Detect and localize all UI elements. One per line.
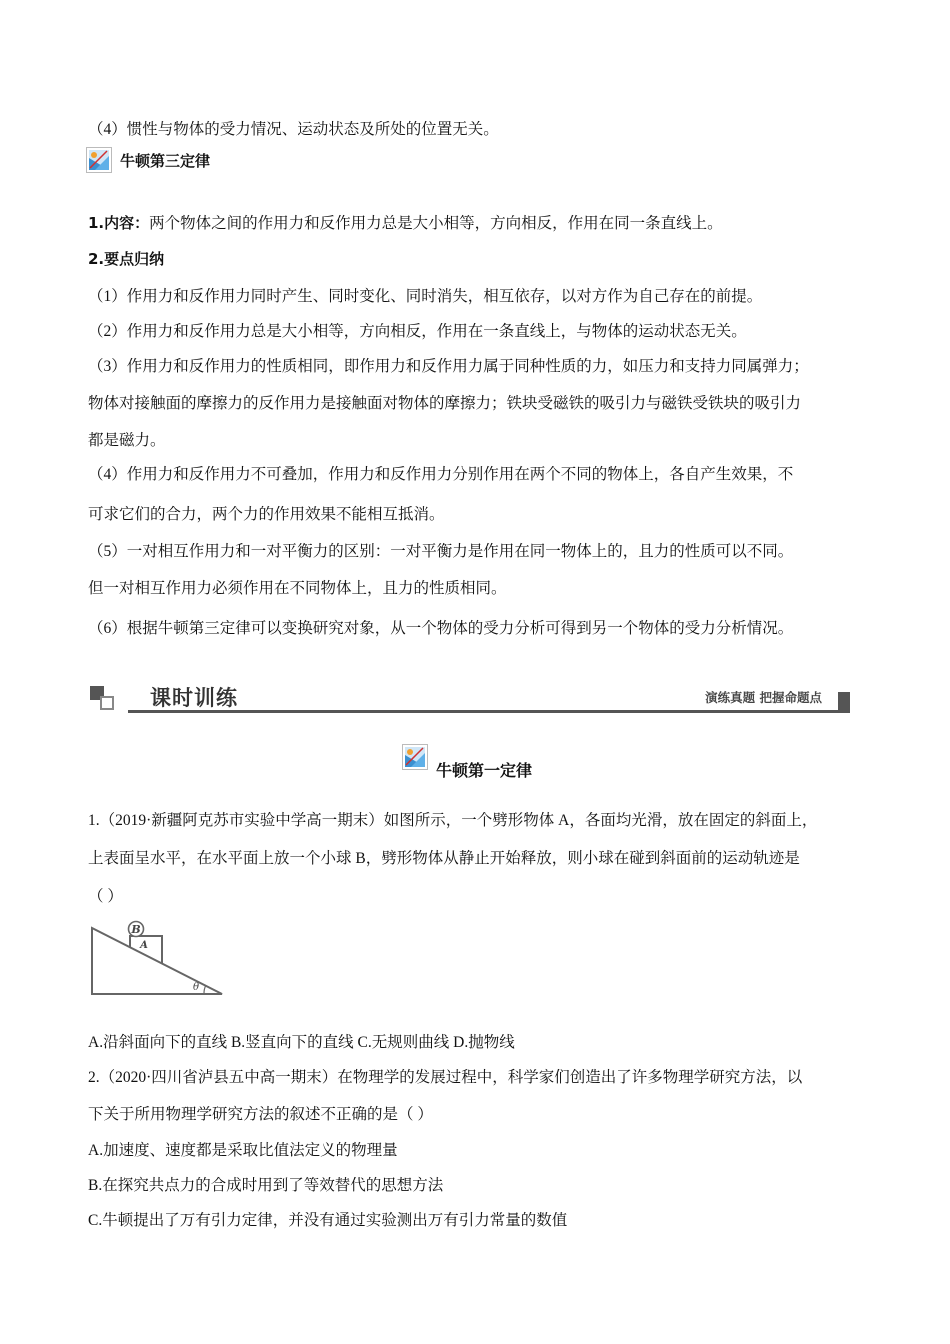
heading-newton-third-law bbox=[86, 147, 210, 173]
q1-options: A.沿斜面向下的直线 B.竖直向下的直线 C.无规则曲线 D.抛物线 bbox=[88, 1034, 515, 1051]
banner-rule bbox=[128, 710, 850, 713]
banner-end-block bbox=[838, 692, 850, 712]
q1-line-1: 1.（2019·新疆阿克苏市实验中学高一期末）如图所示，一个劈形物体 A，各面均光滑，放在固定的斜面上， bbox=[88, 812, 818, 829]
q2-option-c: C.牛顿提出了万有引力定律，并没有通过实验测出万有引力常量的数值 bbox=[88, 1212, 568, 1229]
picture-icon bbox=[86, 147, 112, 173]
q2-option-b: B.在探究共点力的合成时用到了等效替代的思想方法 bbox=[88, 1177, 444, 1194]
q2-line-2: 下关于所用物理学研究方法的叙述不正确的是（ ） bbox=[88, 1106, 433, 1123]
content-line bbox=[88, 211, 723, 233]
point-6: （6）根据牛顿第三定律可以变换研究对象，从一个物体的受力分析可得到另一个物体的受力分析情况。 bbox=[88, 620, 794, 637]
banner-title: 课时训练 bbox=[150, 686, 238, 710]
banner-subtitle: 演练真题 把握命题点 bbox=[705, 690, 822, 705]
point-3-line-c: 都是磁力。 bbox=[88, 432, 166, 449]
inertia-point-4: （4）惯性与物体的受力情况、运动状态及所处的位置无关。 bbox=[88, 121, 499, 138]
q1-incline-figure bbox=[88, 918, 228, 998]
point-1: （1）作用力和反作用力同时产生、同时变化、同时消失，相互依存，以对方作为自己存在的前提。 bbox=[88, 288, 763, 305]
fig-label-a: A bbox=[140, 940, 148, 951]
point-5-line-a: （5）一对相互作用力和一对平衡力的区别：一对平衡力是作用在同一物体上的，且力的性质可以不同。 bbox=[88, 543, 794, 560]
fig-label-theta: θ bbox=[192, 982, 200, 993]
q1-line-2: 上表面呈水平，在水平面上放一个小球 B，劈形物体从静止开始释放，则小球在碰到斜面前的运动轨迹是 bbox=[88, 850, 800, 867]
picture-icon bbox=[402, 744, 428, 770]
banner-squares-icon bbox=[90, 686, 120, 716]
heading-newton-first-law bbox=[402, 744, 533, 780]
heading-title: 牛顿第三定律 bbox=[120, 151, 211, 170]
point-3-line-b: 物体对接触面的摩擦力的反作用力是接触面对物体的摩擦力；铁块受磁铁的吸引力与磁铁受铁块的吸引力 bbox=[88, 395, 802, 412]
point-3-line-a: （3）作用力和反作用力的性质相同，即作用力和反作用力属于同种性质的力，如压力和支持力同属弹力； bbox=[88, 358, 809, 375]
heading-title: 牛顿第一定律 bbox=[436, 760, 533, 780]
points-label: 2.要点归纳 bbox=[88, 250, 165, 268]
fig-label-b: B bbox=[131, 923, 141, 936]
point-5-line-b: 但一对相互作用力必须作用在不同物体上，且力的性质相同。 bbox=[88, 580, 507, 597]
content-text: 两个物体之间的作用力和反作用力总是大小相等，方向相反，作用在同一条直线上。 bbox=[149, 215, 723, 232]
point-2: （2）作用力和反作用力总是大小相等，方向相反，作用在一条直线上，与物体的运动状态无关。 bbox=[88, 323, 747, 340]
point-4-line-b: 可求它们的合力，两个力的作用效果不能相互抵消。 bbox=[88, 506, 445, 523]
content-label: 1.内容： bbox=[88, 214, 150, 232]
section-banner bbox=[88, 680, 850, 716]
q2-option-a: A.加速度、速度都是采取比值法定义的物理量 bbox=[88, 1142, 398, 1159]
point-4-line-a: （4）作用力和反作用力不可叠加，作用力和反作用力分别作用在两个不同的物体上，各自产生效果，不 bbox=[88, 466, 794, 483]
q2-line-1: 2.（2020·四川省泸县五中高一期末）在物理学的发展过程中，科学家们创造出了许多物理学研究方法，以 bbox=[88, 1069, 803, 1086]
q1-answer-blank: （ ） bbox=[88, 888, 123, 905]
